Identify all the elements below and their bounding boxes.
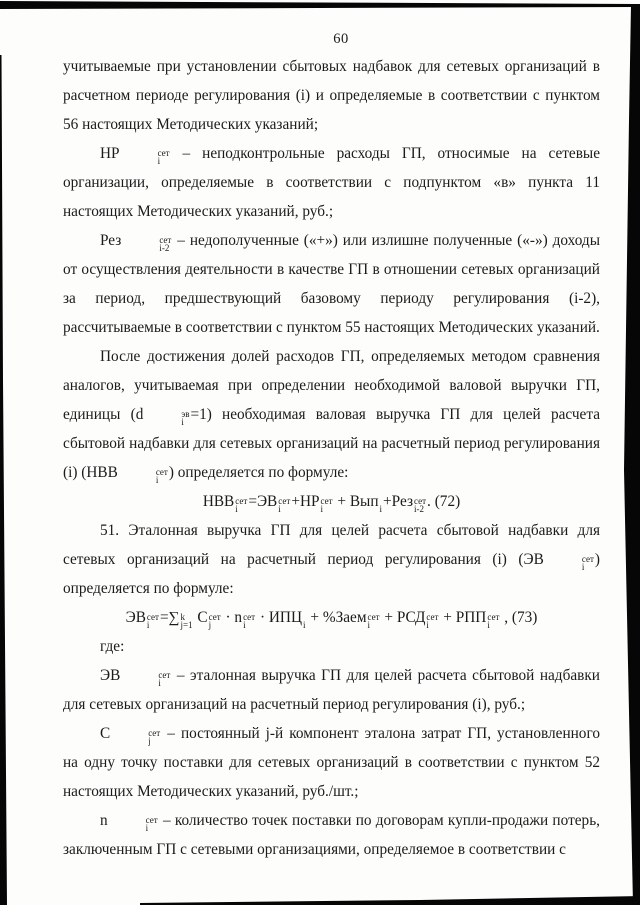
math-base: n bbox=[234, 609, 243, 626]
page-body bbox=[63, 52, 600, 864]
math-base: C bbox=[100, 725, 111, 742]
para-continuation: учитываемые при установлении сбытовых надбавок для сетевых организаций в расчетном периоде регулирования (i) и определяемые в соответствии с пунктом 56 настоящих Методических указаний; bbox=[63, 58, 600, 133]
math-base: ЭВ bbox=[256, 493, 278, 510]
math-base: НР bbox=[100, 145, 120, 162]
term-ev-set: ЭВ сет i – эталонная выручка ГП для целей расчета сбытовой надбавки для сетевых организаций на расчетный период регулирования (i), руб.; bbox=[63, 667, 600, 713]
math-supsub: сет j bbox=[148, 728, 161, 746]
math-supsub: сет i bbox=[426, 612, 439, 630]
math-base: НВВ bbox=[202, 493, 235, 510]
term-c-set: C сет j – постоянный j-й компонент эталона затрат ГП, установленного на одну точку поставки для сетевых организаций в соответствии с пунктом 52 настоящих Методических указаний, руб./шт.; bbox=[63, 725, 600, 800]
math-base: РПП bbox=[455, 609, 487, 626]
term-n-set: n сет i – количество точек поставки по договорам купли-продажи потерь, заключенным ГП с сетевыми организациями, определяемое в соответствии с bbox=[63, 812, 600, 858]
para-posle-dostizheniya: После достижения долей расходов ГП, определяемых методом сравнения аналогов, учитываемая при определении необходимой валовой выручки ГП, единицы (d эв i =1) необходимая валовая выручка ГП для целей расчета сбытовой надбавки для сетевых организаций на расчетный период регулирования (i) (НВВ сет i ) определяется по формуле: bbox=[63, 348, 601, 485]
formula-72: НВВ сет i =ЭВ сет i +НР сет i + Вып i +Рез сет i-2 . (72) bbox=[202, 493, 461, 514]
math-base: ИПЦ bbox=[268, 609, 303, 626]
math-supsub: сет i-2 bbox=[414, 496, 427, 514]
page-number: 60 bbox=[333, 31, 349, 47]
where-label: где: bbox=[100, 638, 125, 655]
math-base: РСД bbox=[396, 609, 426, 626]
math-supsub: сет i bbox=[157, 148, 170, 166]
scan-artifact-top-bar bbox=[0, 1, 640, 9]
math-base: НВВ bbox=[86, 464, 118, 481]
math-supsub: k j=1 bbox=[180, 612, 193, 630]
math-supsub: сет i bbox=[155, 467, 168, 485]
math-base: ∑ bbox=[168, 609, 180, 626]
scan-artifact-left-bar bbox=[0, 55, 7, 905]
math-supsub: сет i-2 bbox=[159, 235, 172, 253]
math-base: Рез bbox=[391, 493, 413, 510]
math-base: C bbox=[197, 609, 208, 626]
math-base: ЭВ bbox=[100, 667, 121, 684]
clause-51: 51. Эталонная выручка ГП для целей расчета сбытовой надбавки для сетевых организаций на расчетный период регулирования (i) (ЭВ сет i ) определяется по формуле: bbox=[63, 522, 600, 597]
math-supsub: сет i bbox=[487, 612, 500, 630]
math-supsub: сет i bbox=[145, 815, 158, 833]
math-supsub: i bbox=[379, 504, 383, 514]
math-supsub: сет i bbox=[581, 554, 594, 572]
math-supsub: сет j bbox=[208, 612, 221, 630]
math-base: ЭВ bbox=[125, 609, 146, 626]
math-supsub: сет i bbox=[367, 612, 380, 630]
math-supsub: сет i bbox=[235, 496, 248, 514]
scan-artifact-right-bar bbox=[624, 5, 640, 905]
term-nr-set: НР сет i – неподконтрольные расходы ГП, относимые на сетевые организации, определяемые в соответствии с подпунктом «в» пункта 11 настоящих Методических указаний, руб.; bbox=[63, 145, 600, 220]
formula-73: ЭВ сет i =∑ k j=1 C сет j · n сет i · ИПЦ i + %Заем сет i + РСД сет i + РПП сет i , (73) bbox=[125, 609, 538, 630]
math-supsub: i bbox=[303, 620, 306, 630]
math-supsub: сет i bbox=[146, 612, 159, 630]
math-supsub: сет i bbox=[278, 496, 291, 514]
scan-artifact-bottom-bar bbox=[140, 896, 640, 905]
math-supsub: эв i bbox=[181, 409, 190, 427]
math-base: Вып bbox=[349, 493, 379, 510]
math-base: НР bbox=[299, 493, 320, 510]
math-base: ЭВ bbox=[523, 551, 544, 568]
math-supsub: сет i bbox=[158, 670, 171, 688]
math-base: Рез bbox=[100, 232, 122, 249]
term-rez-set: Рез сет i-2 – недополученные («+») или излишне полученные («-») доходы от осуществления деятельности в качестве ГП в отношении сетевых организаций за период, предшествующий базовому периоду регулирования (i-2), рассчитываемые в соответствии с пунктом 55 настоящих Методических указаний. bbox=[63, 232, 600, 336]
math-supsub: сет i bbox=[243, 612, 256, 630]
math-base: n bbox=[100, 812, 108, 829]
math-supsub: сет i bbox=[320, 496, 333, 514]
math-base: d bbox=[135, 406, 144, 423]
math-base: Заем bbox=[335, 609, 367, 626]
